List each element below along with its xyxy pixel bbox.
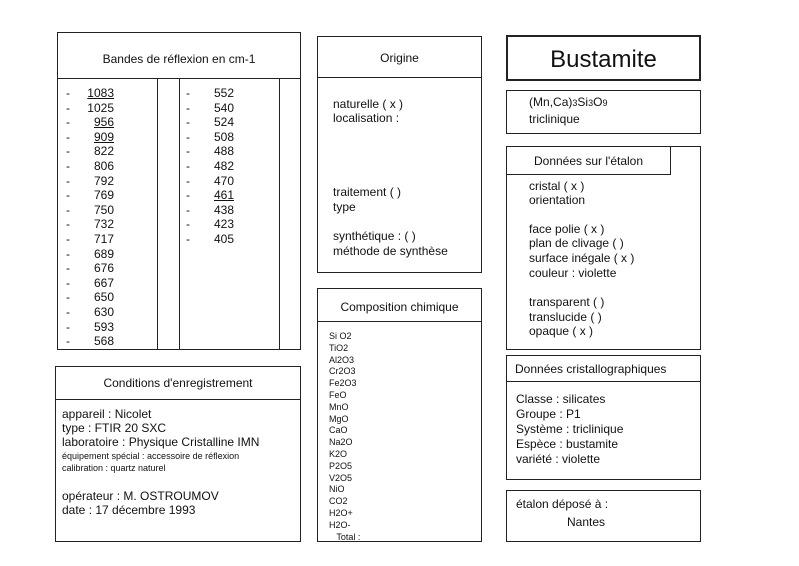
cristallo-box: [506, 355, 701, 480]
band-row: [186, 174, 271, 189]
composition-item: MnO: [329, 401, 349, 412]
band-dash: -: [66, 144, 70, 159]
band-value: 676: [93, 261, 114, 276]
composition-box: [317, 288, 482, 542]
composition-item: CaO: [329, 425, 348, 436]
band-row: [186, 130, 271, 145]
cristallo-systeme: Système : triclinique: [516, 422, 624, 436]
band-value: 461: [213, 188, 234, 203]
bandes-col2: [186, 86, 271, 247]
band-dash: -: [186, 158, 190, 173]
bandes-box: [57, 32, 301, 350]
band-value: 593: [93, 319, 114, 334]
origine-synthetique: synthétique : ( ): [333, 229, 416, 243]
band-row: [66, 261, 151, 276]
band-dash: -: [186, 217, 190, 232]
band-value: 552: [213, 86, 234, 100]
band-value: 667: [93, 275, 114, 290]
band-value: 822: [93, 144, 114, 159]
band-value: 508: [213, 129, 234, 144]
band-value: 405: [213, 231, 234, 246]
band-dash: -: [66, 261, 70, 276]
band-value: 470: [213, 173, 234, 188]
band-dash: -: [186, 202, 190, 217]
etalon-translucide: translucide ( ): [529, 310, 602, 324]
band-row: [186, 144, 271, 159]
band-row: [186, 203, 271, 218]
mineral-name: Bustamite: [550, 46, 657, 73]
etalon-orientation: orientation: [529, 193, 586, 207]
conditions-date: date : 17 décembre 1993: [62, 503, 196, 517]
band-value: 909: [93, 129, 114, 144]
etalon-plan-clivage: plan de clivage ( ): [529, 236, 624, 250]
band-value: 956: [93, 115, 114, 130]
conditions-appareil: appareil : Nicolet: [62, 407, 152, 421]
cristallo-variete: variété : violette: [516, 452, 601, 466]
etalon-title: Données sur l'étalon: [507, 147, 671, 175]
composition-item: H2O+: [329, 507, 353, 518]
composition-item: Fe2O3: [329, 378, 357, 389]
band-row: [66, 130, 151, 145]
origine-type: type: [333, 200, 356, 214]
band-row: [66, 86, 151, 101]
origine-localisation: localisation :: [333, 111, 400, 125]
composition-item: H2O-: [329, 519, 351, 530]
band-row: [186, 188, 271, 203]
composition-item: Total :: [329, 531, 361, 542]
band-row: [186, 217, 271, 232]
band-row: [186, 159, 271, 174]
etalon-face-polie: face polie ( x ): [529, 222, 605, 236]
band-dash: -: [66, 86, 70, 100]
band-value: 806: [93, 158, 114, 173]
etalon-transparent: transparent ( ): [529, 295, 605, 309]
band-row: [66, 159, 151, 174]
composition-item: Cr2O3: [329, 366, 356, 377]
band-value: 488: [213, 144, 234, 159]
band-dash: -: [66, 188, 70, 203]
band-row: [66, 290, 151, 305]
composition-item: K2O: [329, 448, 348, 459]
origine-naturelle: naturelle ( x ): [333, 97, 404, 111]
formula-box: [506, 90, 701, 134]
band-row: [66, 334, 151, 349]
band-row: [66, 305, 151, 320]
conditions-operateur: opérateur : M. OSTROUMOV: [62, 489, 219, 503]
band-dash: -: [66, 246, 70, 261]
depot-place: Nantes: [567, 515, 606, 529]
band-dash: -: [66, 202, 70, 217]
conditions-calibration: calibration : quartz naturel: [62, 463, 166, 473]
etalon-cristal: cristal ( x ): [529, 179, 585, 193]
conditions-box: [55, 366, 301, 542]
band-row: [186, 101, 271, 116]
band-dash: -: [186, 188, 190, 203]
band-row: [66, 144, 151, 159]
band-dash: -: [186, 144, 190, 159]
composition-item: NiO: [329, 484, 345, 495]
band-dash: -: [66, 231, 70, 246]
composition-item: FeO: [329, 389, 347, 400]
band-value: 650: [93, 290, 114, 305]
origine-methode: méthode de synthèse: [333, 244, 448, 258]
band-row: [66, 217, 151, 232]
conditions-type: type : FTIR 20 SXC: [62, 421, 167, 435]
band-row: [66, 276, 151, 291]
composition-item: V2O5: [329, 472, 353, 483]
composition-item: Na2O: [329, 437, 353, 448]
band-value: 732: [93, 217, 114, 232]
band-dash: -: [186, 129, 190, 144]
depot-box: [506, 490, 701, 542]
band-dash: -: [66, 115, 70, 130]
origine-box: [317, 36, 482, 273]
bandes-col1: [66, 86, 151, 349]
composition-item: P2O5: [329, 460, 353, 471]
composition-item: TiO2: [329, 342, 349, 353]
band-value: 1083: [87, 86, 114, 100]
mineral-name-box: [506, 35, 701, 81]
band-row: [186, 86, 271, 101]
band-dash: -: [186, 86, 190, 100]
composition-item: MgO: [329, 413, 349, 424]
cristallo-groupe: Groupe : P1: [516, 407, 581, 421]
band-value: 482: [213, 158, 234, 173]
band-value: 568: [93, 334, 114, 349]
bandes-divider-3: [279, 79, 280, 349]
etalon-opaque: opaque ( x ): [529, 324, 594, 338]
cristallo-classe: Classe : silicates: [516, 392, 606, 406]
band-value: 769: [93, 188, 114, 203]
band-row: [66, 232, 151, 247]
mineral-system: triclinique: [529, 112, 580, 126]
mineral-formula: [529, 95, 607, 109]
band-row: [66, 101, 151, 116]
band-dash: -: [186, 173, 190, 188]
band-dash: -: [66, 173, 70, 188]
cristallo-title: Données cristallographiques: [507, 356, 700, 382]
band-value: 423: [213, 217, 234, 232]
cristallo-espece: Espèce : bustamite: [516, 437, 619, 451]
conditions-title: Conditions d'enregistrement: [56, 367, 300, 400]
composition-list: [329, 331, 360, 543]
band-row: [66, 320, 151, 335]
band-row: [66, 203, 151, 218]
band-dash: -: [66, 129, 70, 144]
etalon-surface: surface inégale ( x ): [529, 251, 635, 265]
band-value: 438: [213, 202, 234, 217]
band-row: [186, 232, 271, 247]
composition-item: Si O2: [329, 331, 352, 341]
band-dash: -: [66, 304, 70, 319]
band-value: 1025: [87, 100, 114, 115]
etalon-couleur: couleur : violette: [529, 266, 617, 280]
band-dash: -: [186, 115, 190, 130]
band-dash: -: [66, 158, 70, 173]
band-value: 689: [93, 246, 114, 261]
bandes-divider-1: [157, 79, 158, 349]
composition-title: Composition chimique: [318, 289, 481, 322]
band-row: [186, 115, 271, 130]
band-value: 792: [93, 173, 114, 188]
bandes-divider-2: [179, 79, 180, 349]
band-dash: -: [186, 100, 190, 115]
origine-title: Origine: [318, 37, 481, 78]
band-dash: -: [66, 217, 70, 232]
band-row: [66, 188, 151, 203]
band-value: 540: [213, 100, 234, 115]
band-dash: -: [66, 319, 70, 334]
band-dash: -: [186, 231, 190, 246]
conditions-laboratoire: laboratoire : Physique Cristalline IMN: [62, 435, 260, 449]
composition-item: Al2O3: [329, 354, 355, 365]
band-dash: -: [66, 100, 70, 115]
bandes-title: Bandes de réflexion en cm-1: [58, 33, 300, 79]
band-dash: -: [66, 334, 70, 349]
conditions-equipement: équipement spécial : accessoire de réflexion: [62, 451, 240, 461]
formula-text: (Mn,Ca)3Si3O9: [529, 95, 608, 109]
composition-item: CO2: [329, 496, 348, 507]
etalon-box: [506, 146, 701, 350]
depot-label: étalon déposé à :: [516, 497, 609, 511]
band-row: [66, 174, 151, 189]
band-value: 750: [93, 202, 114, 217]
band-row: [66, 115, 151, 130]
band-value: 717: [93, 231, 114, 246]
band-dash: -: [66, 290, 70, 305]
band-value: 630: [93, 304, 114, 319]
origine-traitement: traitement ( ): [333, 185, 402, 199]
band-row: [66, 247, 151, 262]
band-dash: -: [66, 275, 70, 290]
band-value: 524: [213, 115, 234, 130]
